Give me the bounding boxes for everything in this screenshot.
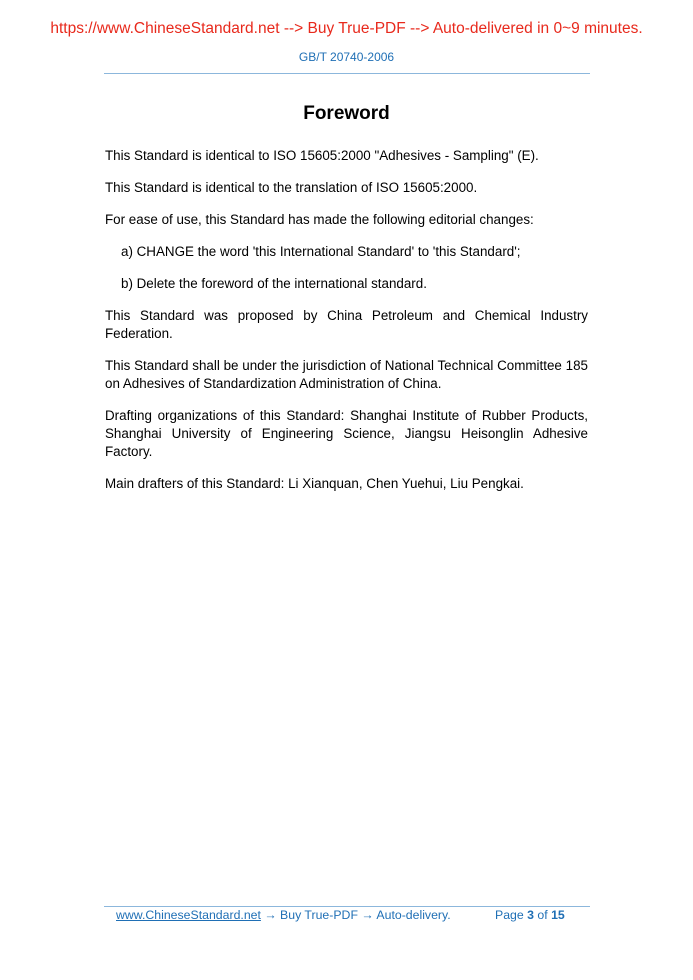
page-label: Page (495, 908, 524, 922)
footer-tail: → Buy True-PDF → Auto-delivery. (260, 908, 451, 922)
list-item: a) CHANGE the word 'this International Standard' to 'this Standard'; (121, 244, 521, 259)
paragraph: This Standard is identical to ISO 15605:2000 "Adhesives - Sampling" (E). (105, 148, 539, 163)
promo-banner[interactable]: https://www.ChineseStandard.net --> Buy True-PDF --> Auto-delivered in 0~9 minutes. (50, 20, 643, 37)
foreword-body (105, 147, 588, 507)
paragraph: This Standard shall be under the jurisdiction of National Technical Committee 185 on Adhesives of Standardization Administration of China. (105, 358, 588, 391)
paragraph: This Standard was proposed by China Petroleum and Chemical Industry Federation. (105, 308, 588, 341)
footer-note (116, 908, 451, 922)
page-indicator (495, 908, 565, 922)
footer-link[interactable]: www.ChineseStandard.net (116, 908, 261, 922)
paragraph: Main drafters of this Standard: Li Xianquan, Chen Yuehui, Liu Pengkai. (105, 476, 524, 491)
standard-number: GB/T 20740-2006 (298, 50, 395, 64)
paragraph: Drafting organizations of this Standard: Shanghai Institute of Rubber Products, Shanghai University of Engineering Science, Jiangsu Heisonglin Adhesive Factory. (105, 408, 588, 459)
page-of: of (537, 908, 548, 922)
header-divider (104, 73, 590, 74)
page-current: 3 (527, 908, 534, 922)
page-total: 15 (551, 908, 565, 922)
paragraph: For ease of use, this Standard has made the following editorial changes: (105, 212, 534, 227)
page-title: Foreword (303, 103, 390, 124)
paragraph: This Standard is identical to the translation of ISO 15605:2000. (105, 180, 478, 195)
footer-divider (104, 906, 590, 907)
list-item: b) Delete the foreword of the international standard. (121, 276, 427, 291)
